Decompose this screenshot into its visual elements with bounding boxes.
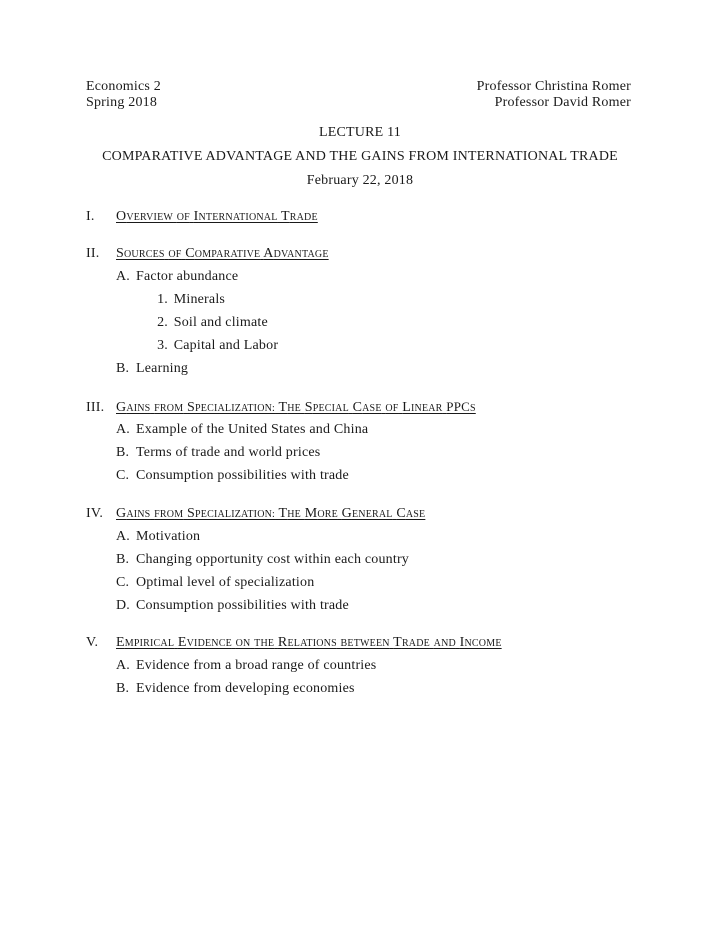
section-heading (86, 245, 329, 264)
section-number: II. (86, 246, 100, 261)
section-number: V. (86, 635, 99, 650)
outline-subitem (146, 314, 268, 332)
item-text: Soil and climate (173, 315, 268, 330)
professor-2: Professor David Romer (494, 95, 631, 110)
section-title: EMPIRICAL EVIDENCE ON THE RELATIONS BETWEEN TRADE AND INCOME (116, 635, 502, 650)
outline-item (116, 657, 376, 675)
outline-item (116, 467, 349, 485)
professor-1: Professor Christina Romer (476, 79, 631, 94)
section-heading (86, 505, 425, 524)
section-title: GAINS FROM SPECIALIZATION: THE SPECIAL CASE OF LINEAR PPCS (116, 399, 476, 415)
outline-item (116, 528, 200, 546)
item-text: Consumption possibilities with trade (136, 468, 349, 483)
item-label: B. (116, 681, 130, 696)
outline-item (116, 597, 349, 615)
course-name: Economics 2 (86, 79, 161, 94)
item-label: A. (116, 529, 131, 544)
item-text: Motivation (136, 529, 201, 544)
item-text: Capital and Labor (173, 338, 279, 353)
item-label: 1. (157, 292, 168, 307)
item-text: Minerals (173, 292, 226, 307)
section-heading (86, 634, 502, 653)
header-row-2 (86, 94, 631, 112)
item-label: D. (116, 598, 131, 613)
outline-item (116, 680, 355, 698)
item-label: B. (116, 552, 130, 567)
section-heading (86, 208, 318, 227)
item-label: 2. (157, 315, 168, 330)
item-text: Example of the United States and China (136, 422, 369, 437)
item-text: Learning (136, 361, 189, 376)
item-label: 3. (157, 338, 168, 353)
section-title: GAINS FROM SPECIALIZATION: THE MORE GENERAL CASE (116, 506, 426, 521)
section-title: SOURCES OF COMPARATIVE ADVANTAGE (116, 246, 329, 261)
section-number: I. (86, 209, 95, 224)
item-label: A. (116, 269, 131, 284)
item-text: Consumption possibilities with trade (136, 598, 349, 613)
item-label: C. (116, 468, 130, 483)
section-number: IV. (86, 506, 104, 521)
item-label: A. (116, 658, 131, 673)
lecture-date: February 22, 2018 (306, 173, 414, 188)
item-text: Changing opportunity cost within each country (136, 552, 410, 567)
item-label: B. (116, 361, 130, 376)
item-text: Factor abundance (136, 269, 239, 284)
lecture-number: LECTURE 11 (319, 125, 401, 140)
item-text: Evidence from a broad range of countries (136, 658, 377, 673)
lecture-topic: COMPARATIVE ADVANTAGE AND THE GAINS FROM INTERNATIONAL TRADE (102, 149, 618, 164)
outline-subitem (146, 291, 225, 309)
item-text: Terms of trade and world prices (136, 445, 321, 460)
outline-item (116, 551, 409, 569)
item-text: Optimal level of specialization (136, 575, 315, 590)
outline-item (116, 360, 188, 378)
outline-item (116, 421, 368, 439)
outline-subitem (146, 337, 278, 355)
item-label: C. (116, 575, 130, 590)
section-title: OVERVIEW OF INTERNATIONAL TRADE (116, 209, 318, 224)
term: Spring 2018 (86, 95, 158, 110)
item-text: Evidence from developing economies (136, 681, 355, 696)
section-number: III. (86, 400, 105, 415)
section-heading (86, 398, 476, 418)
outline-item (116, 268, 238, 286)
item-label: B. (116, 445, 130, 460)
outline-item (116, 574, 314, 592)
outline-item (116, 444, 320, 462)
item-label: A. (116, 422, 131, 437)
